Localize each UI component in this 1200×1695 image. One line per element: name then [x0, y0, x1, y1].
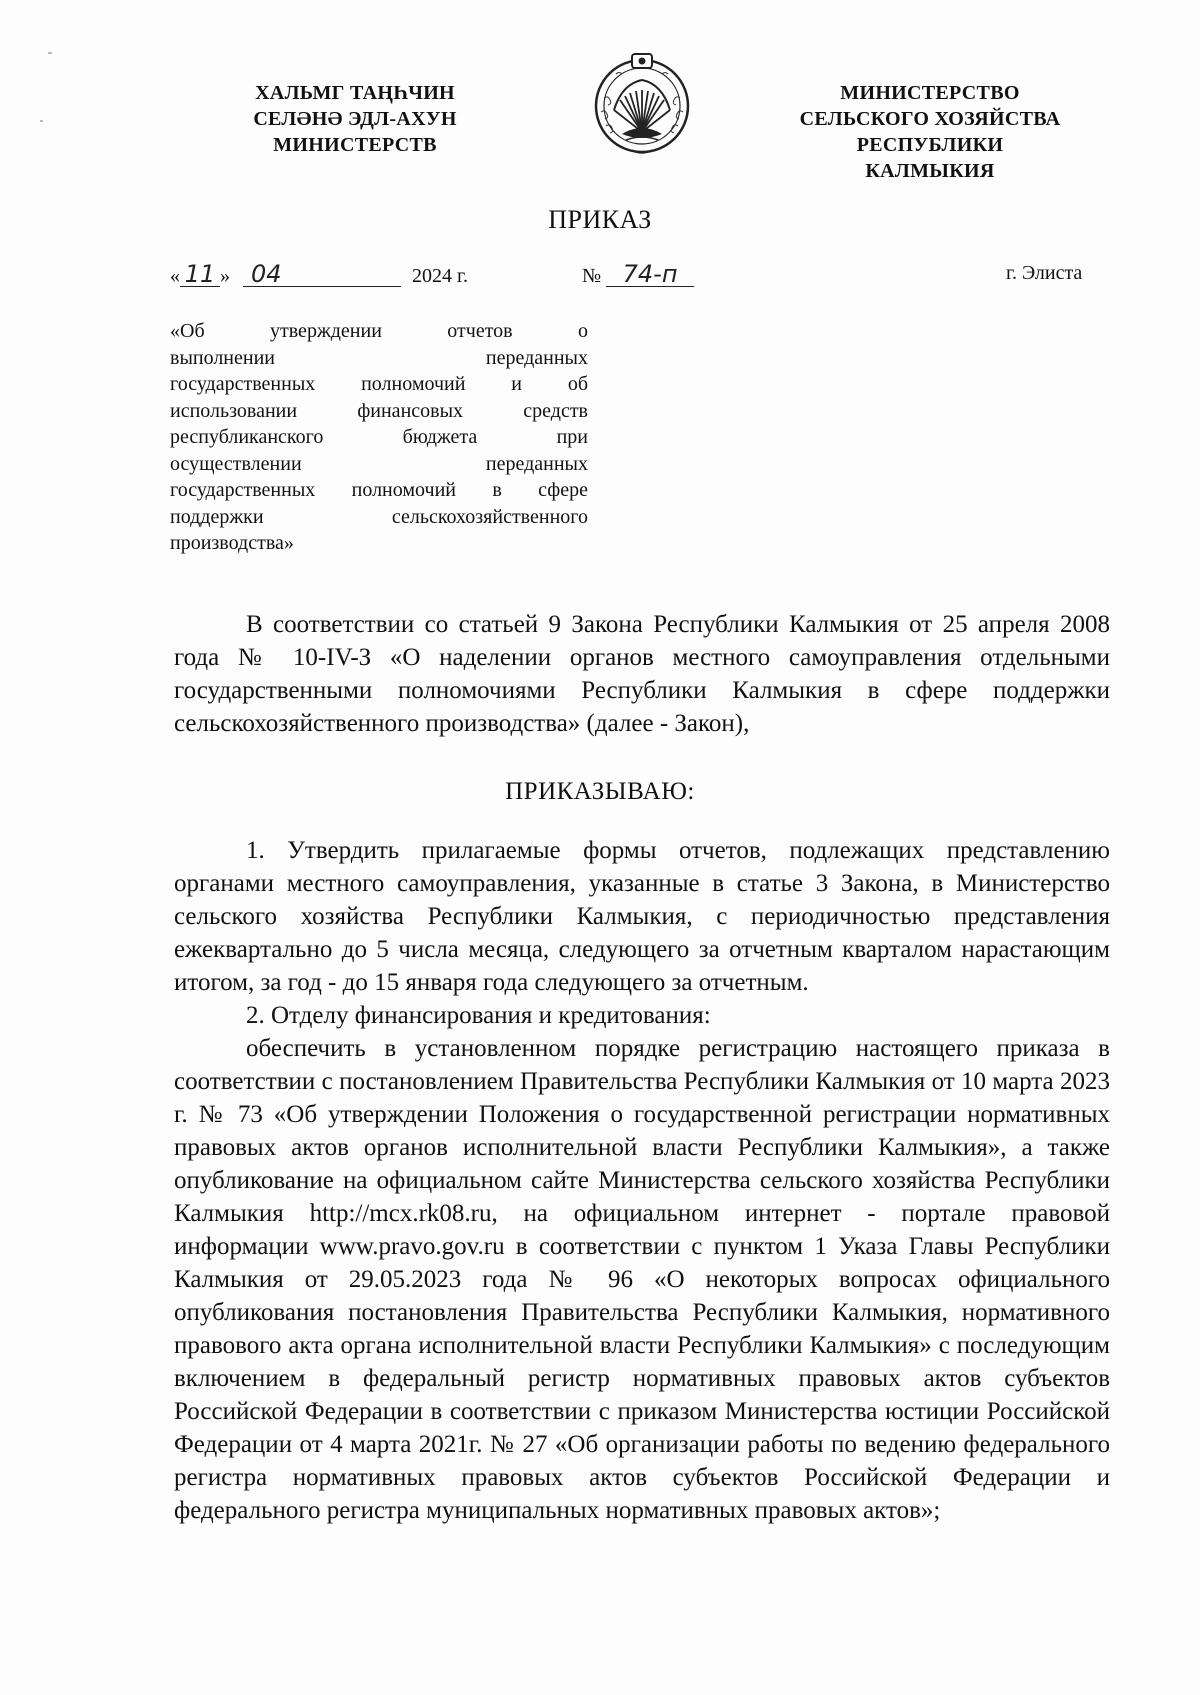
header-right-line: МИНИСТЕРСТВО — [840, 82, 1020, 104]
subject-line: «Об утверждении отчетов о — [170, 320, 588, 342]
item-2-text: обеспечить в установленном порядке регистрацию настоящего приказа в соответствии с постановлением Правительства Республики Калмыкия от 10 марта 2023 г. № 73 «Об утверждении Положения о государственной регистрации нормативных правовых актов органов исполнительной власти Республики Калмыкия», а также опубликование на официальном сайте Министерства сельского хозяйства Республики Калмыкия http://mcx.rk08.ru, на официальном интернет - портале правовой информации www.pravo.gov.ru в соответствии с пунктом 1 Указа Главы Республики Калмыкия от 29.05.2023 года № 96 «О некоторых вопросах официального опубликования постановления Правительства Республики Калмыкия, нормативного правового акта органа исполнительной власти Республики Калмыкия» с последующим включением в федеральный регистр нормативных правовых актов субъектов Российской Федерации в соответствии с приказом Министерства юстиции Российской Федерации от 4 марта 2021г. № 27 «Об организации работы по ведению федерального регистра нормативных правовых актов субъектов Российской Федерации и федерального регистра муниципальных нормативных правовых актов»; — [174, 1035, 1110, 1524]
quote-close: » — [220, 265, 230, 287]
item-1: 1. Утвердить прилагаемые формы отчетов, подлежащих представлению органами местного самоуправления, указанные в статье 3 Закона, в Министерство сельского хозяйства Республики Калмыкия, с периодичностью представления ежеквартально до 5 числа месяца, следующего за отчетным кварталом нарастающим итогом, за год - до 15 января года следующего за отчетным. — [174, 837, 1110, 996]
subject-line: государственных полномочий и об — [170, 373, 588, 395]
subject-line: республиканского бюджета при — [170, 426, 588, 448]
header-ministry-russian — [790, 80, 1070, 184]
order-month: 04 — [243, 262, 401, 287]
order-year: 2024 г. — [412, 265, 468, 287]
quote-open: « — [170, 265, 180, 287]
header-left-line: МИНИСТЕРСТВ — [273, 134, 437, 156]
order-heading: ПРИКАЗЫВАЮ: — [505, 778, 695, 805]
header-left-line: СЕЛӘНӘ ЭДЛ-АХУН — [253, 108, 457, 130]
header-left-line: ХАЛЬМГ ТАҢҺЧИН — [255, 82, 455, 104]
document-title: ПРИКАЗ — [548, 205, 652, 234]
subject-line: выполнении переданных — [170, 346, 588, 369]
order-number — [582, 262, 694, 288]
preamble — [174, 608, 1110, 740]
header-right-line: СЕЛЬСКОГО ХОЗЯЙСТВА — [799, 108, 1061, 130]
preamble-paragraph: В соответствии со статьей 9 Закона Республики Калмыкия от 25 апреля 2008 года № 10-IV-З «О наделении органов местного самоуправления отдельными государственными полномочиями Республики Калмыкия в сфере поддержки сельскохозяйственного производства» (далее - Закон), — [174, 611, 1110, 737]
order-city: г. Элиста — [1006, 262, 1083, 284]
scan-artifact — [48, 52, 52, 54]
subject-line: осуществлении переданных — [170, 452, 588, 475]
order-number-value: 74-п — [606, 262, 694, 287]
header-ministry-kalmyk — [240, 80, 470, 158]
order-subject — [170, 318, 588, 557]
scan-artifact — [40, 120, 43, 122]
subject-line: использовании финансовых средств — [170, 399, 588, 422]
header-right-line: РЕСПУБЛИКИ КАЛМЫКИЯ — [856, 134, 1004, 182]
order-day: 11 — [180, 262, 220, 287]
subject-line: поддержки сельскохозяйственного — [170, 505, 588, 528]
order-items — [174, 834, 1110, 1527]
item-2: 2. Отделу финансирования и кредитования: — [246, 1002, 711, 1029]
order-date — [170, 262, 468, 288]
number-label: № — [582, 265, 602, 287]
subject-line: производства» — [170, 532, 294, 554]
kalmykia-coat-of-arms-icon — [592, 50, 692, 162]
subject-line: государственных полномочий в сфере — [170, 479, 588, 501]
